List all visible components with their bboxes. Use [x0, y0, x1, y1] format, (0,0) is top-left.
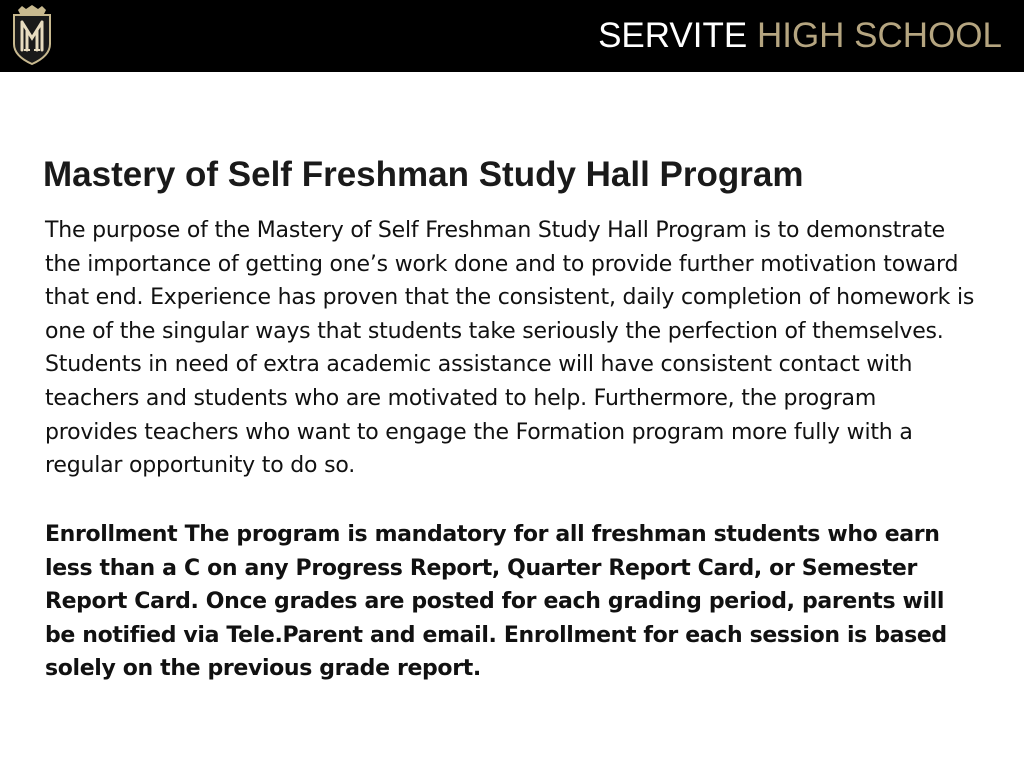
slide-title: Mastery of Self Freshman Study Hall Program	[43, 155, 804, 194]
enrollment-paragraph: Enrollment The program is mandatory for all freshman students who earn less than a C on any Progress Report, Quarter Report Card, or Semester Report Card. Once grades are posted for each grading period, parents will be notified via Tele.Parent and email. Enrollment for each session is based solely on the previous grade report.	[45, 522, 947, 682]
school-name-second: HIGH SCHOOL	[756, 16, 1002, 55]
school-crest-logo	[4, 4, 60, 66]
purpose-paragraph: The purpose of the Mastery of Self Freshman Study Hall Program is to demonstrate the importance of getting one’s work done and to provide further motivation toward that end. Experience has proven that the consistent, daily completion of homework is one of the singular ways that students take seriously the perfection of themselves. Students in need of extra academic assistance will have consistent contact with teachers and students who are motivated to help. Furthermore, the program provides teachers who want to engage the Formation program more fully with a regular opportunity to do so.	[45, 218, 975, 479]
school-name	[598, 16, 1002, 56]
header-bar	[0, 0, 1024, 72]
school-name-first: SERVITE	[598, 16, 748, 55]
